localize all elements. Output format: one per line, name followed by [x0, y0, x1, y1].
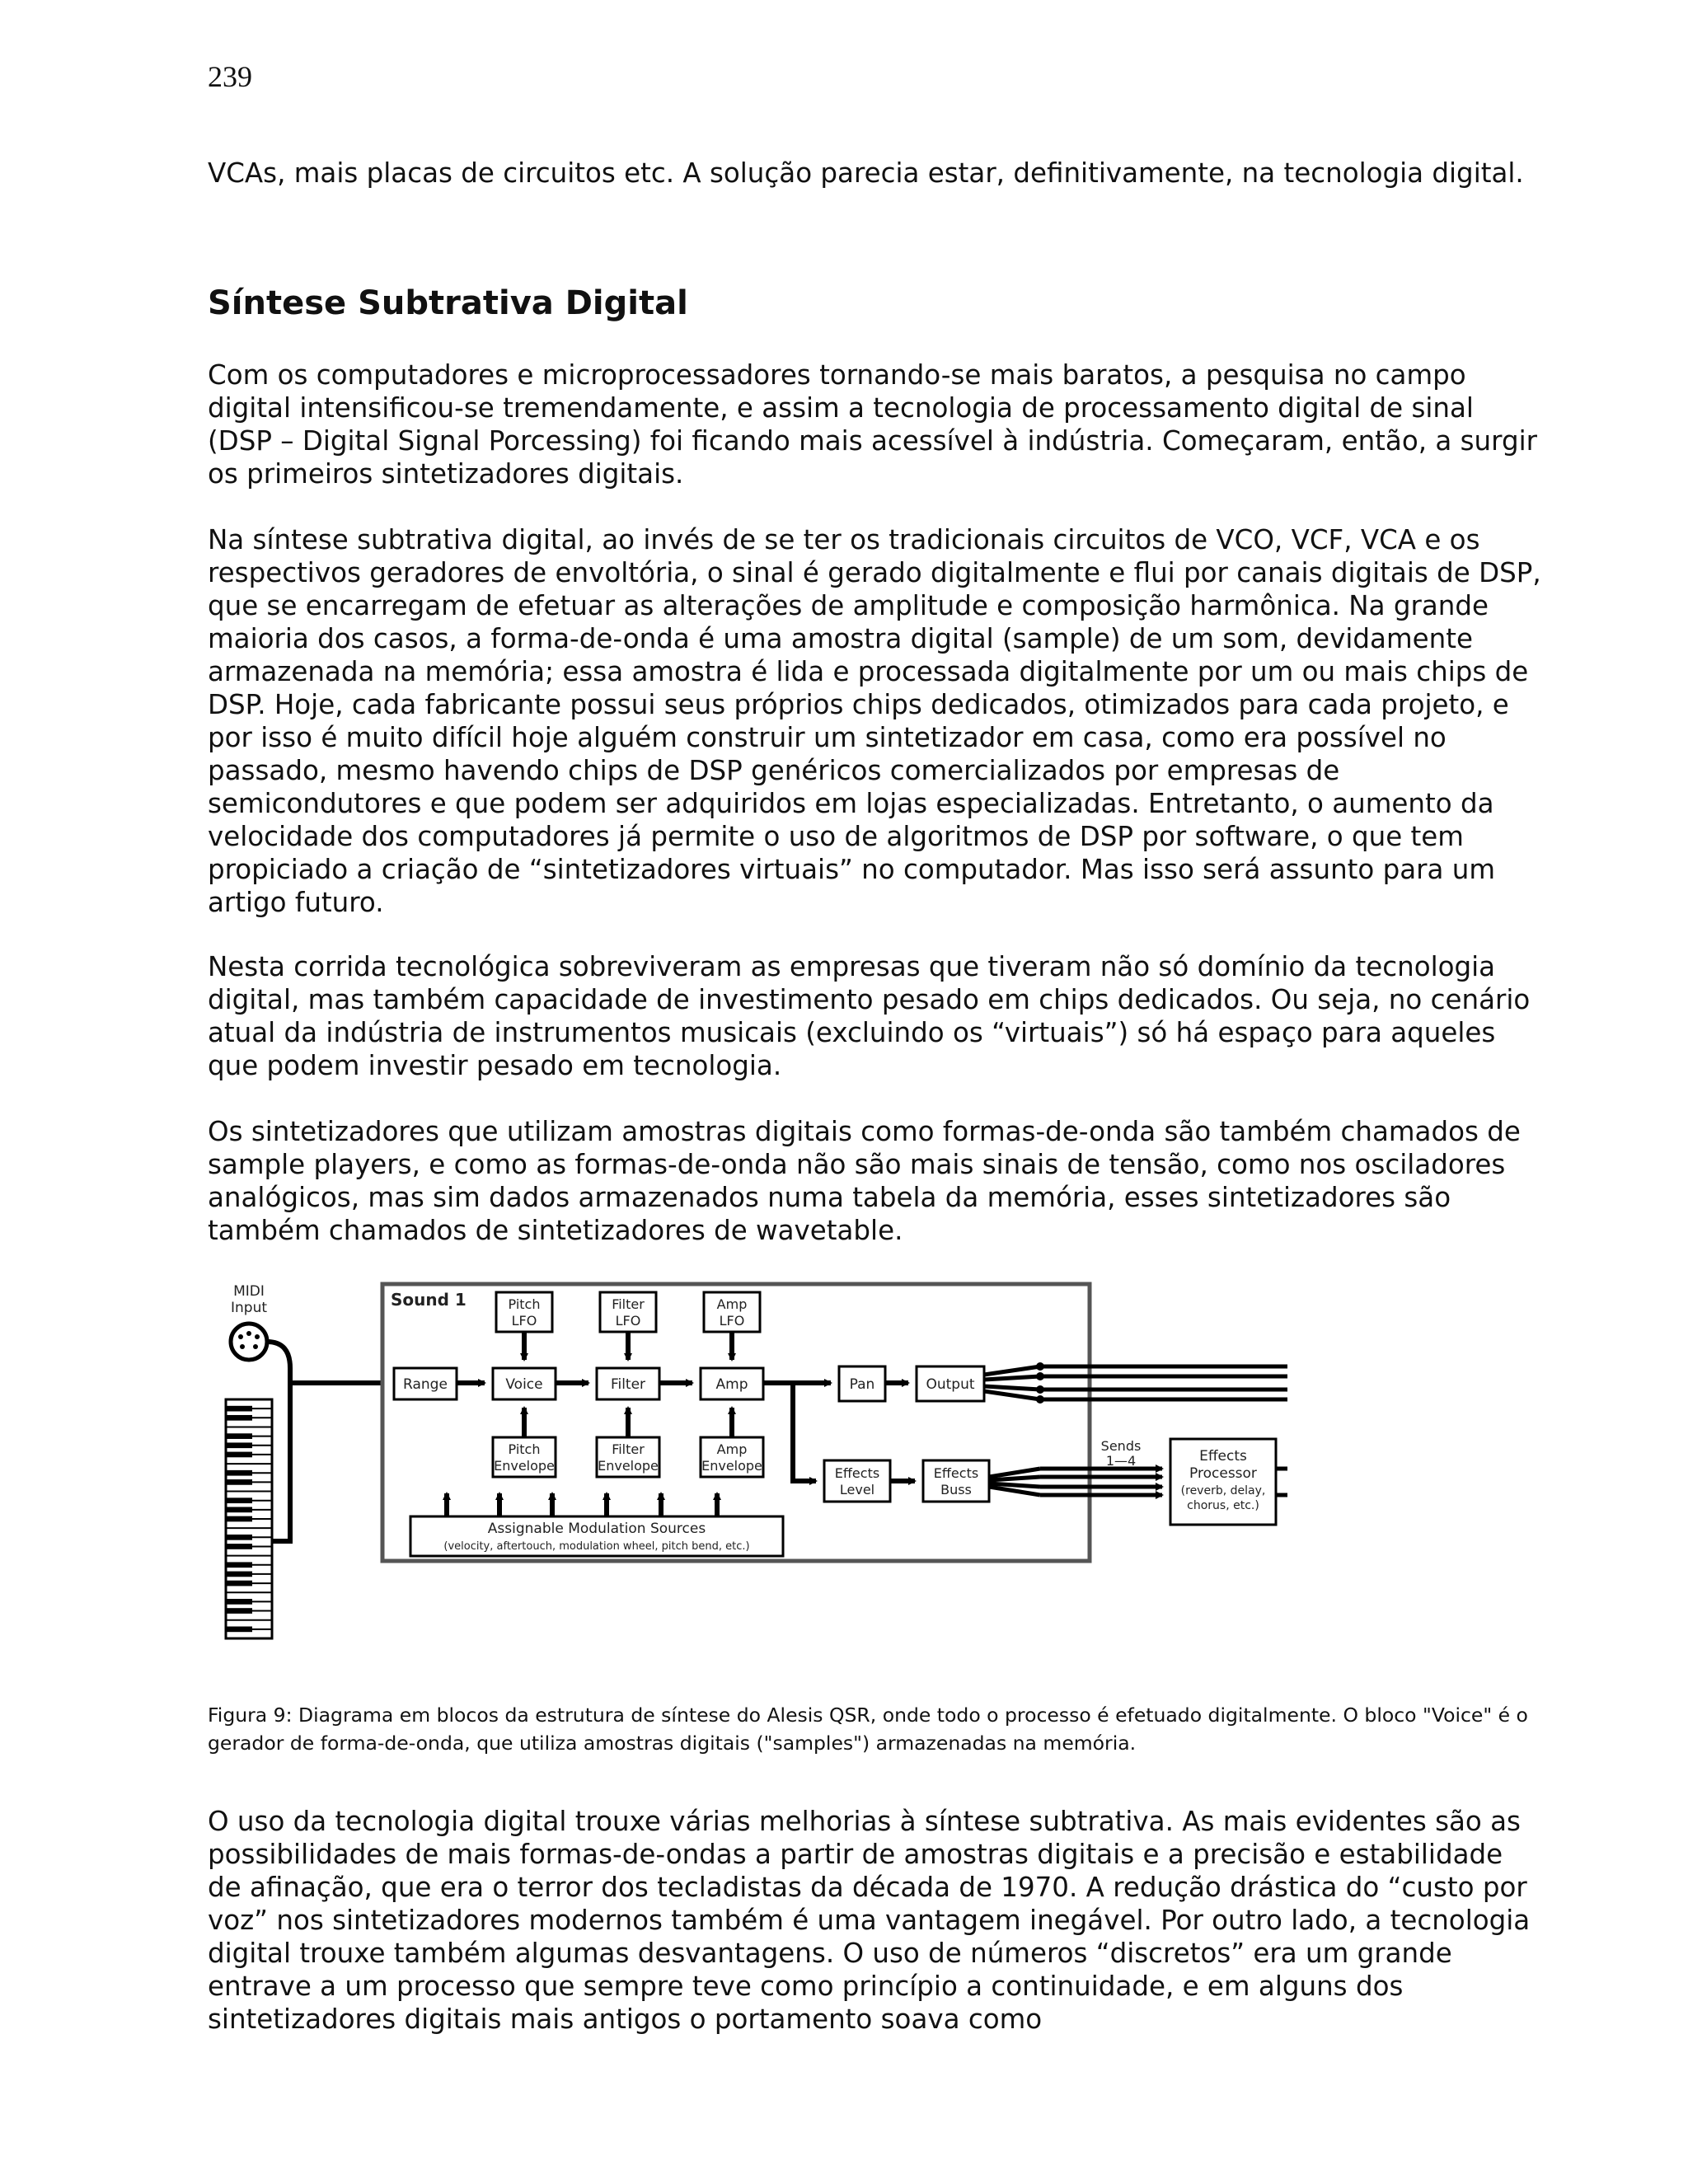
sends-label-line2: 1—4	[1105, 1453, 1137, 1469]
effects-level-line2: Level	[839, 1482, 875, 1497]
effects-processor-line4: chorus, etc.)	[1187, 1499, 1259, 1512]
amp-label: Amp	[715, 1376, 748, 1393]
voice-label: Voice	[505, 1376, 543, 1393]
output-label: Output	[926, 1376, 975, 1393]
pitch-envelope-line1: Pitch	[508, 1441, 541, 1457]
paragraph-1: Com os computadores e microprocessadores tornando-se mais baratos, a pesquisa no campo digital intensificou-se tremendamente, e assim a tecnologia de processamento digital de sinal (DSP – Digital Signal Porcessing) foi ficando mais acessível à indústria. Começaram, então, a surgir os primeiros sintetizadores digitais.	[208, 359, 1537, 490]
pan-label: Pan	[849, 1376, 875, 1393]
modulation-sources-line1: Assignable Modulation Sources	[487, 1521, 706, 1537]
pitch-envelope-line2: Envelope	[494, 1458, 555, 1474]
paragraph-2: Na síntese subtrativa digital, ao invés de se ter os tradicionais circuitos de VCO, VCF, VCA e os respectivos geradores de envoltória, o sinal é gerado digitalmente e flui por canais digitais de DSP, que se encarregam de efetuar as alterações de amplitude e composição harmônica. Na grande maioria dos casos, a forma-de-onda é uma amostra digital (sample) de um som, devidamente armazenada na memória; essa amostra é lida e processada digitalmente por um ou mais chips de DSP. Hoje, cada fabricante possui seus próprios chips dedicados, otimizados para cada projeto, e por isso é muito difícil hoje alguém construir um sintetizador em casa, como era possível no passado, mesmo havendo chips de DSP genéricos comercializados por empresas de semicondutores e que podem ser adquiridos em lojas especializadas. Entretanto, o aumento da velocidade dos computadores já permite o uso de algoritmos de DSP por software, o que tem propiciado a criação de “sintetizadores virtuais” no computador. Mas isso será assunto para um artigo futuro.	[208, 524, 1541, 918]
paragraph-final: O uso da tecnologia digital trouxe várias melhorias à síntese subtrativa. As mais evidentes são as possibilidades de mais formas-de-ondas a partir de amostras digitais e a precisão e estabilidade de afinação, que era o terror dos tecladistas da década de 1970. A redução drástica do “custo por voz” nos sintetizadores modernos também é uma vantagem inegável. Por outro lado, a tecnologia digital trouxe também algumas desvantagens. O uso de números “discretos” era um grande entrave a um processo que sempre teve como princípio a continuidade, e em alguns dos sintetizadores digitais mais antigos o portamento soava como	[208, 1806, 1531, 2035]
filter-envelope-line2: Envelope	[598, 1458, 659, 1474]
midi-label-line1: MIDI	[233, 1283, 265, 1300]
paragraph-intro: VCAs, mais placas de circuitos etc. A solução parecia estar, definitivamente, na tecnologia digital.	[208, 157, 1524, 189]
amp-lfo-line2: LFO	[719, 1313, 745, 1329]
midi-connector-icon	[231, 1324, 267, 1360]
sends-label-line1: Sends	[1100, 1438, 1142, 1454]
effects-processor-line1: Effects	[1199, 1448, 1247, 1465]
modulation-sources-line2: (velocity, aftertouch, modulation wheel, pitch bend, etc.)	[443, 1540, 750, 1553]
amp-envelope-line2: Envelope	[701, 1458, 762, 1474]
filter-lfo-line1: Filter	[612, 1296, 645, 1312]
effects-level-line1: Effects	[834, 1465, 880, 1481]
effects-buss-line1: Effects	[933, 1465, 979, 1481]
filter-label: Filter	[610, 1376, 646, 1393]
paragraph-3: Nesta corrida tecnológica sobreviveram as empresas que tiveram não só domínio da tecnologia digital, mas também capacidade de investimento pesado em chips dedicados. Ou seja, no cenário atual da indústria de instrumentos musicais (excluindo os “virtuais”) só há espaço para aqueles que podem investir pesado em tecnologia.	[208, 951, 1531, 1081]
amp-lfo-line1: Amp	[716, 1296, 748, 1312]
paragraph-4: Os sintetizadores que utilizam amostras digitais como formas-de-onda são também chamados de sample players, e como as formas-de-onda não são mais sinais de tensão, como nos osciladores analógicos, mas sim dados armazenados numa tabela da memória, esses sintetizadores são também chamados de sintetizadores de wavetable.	[208, 1116, 1521, 1246]
midi-label-line2: Input	[230, 1300, 268, 1316]
filter-envelope-line1: Filter	[612, 1441, 645, 1457]
filter-lfo-line2: LFO	[615, 1313, 641, 1329]
pitch-lfo-line2: LFO	[511, 1313, 537, 1329]
figure-caption: Figura 9: Diagrama em blocos da estrutura de síntese do Alesis QSR, onde todo o processo é efetuado digitalmente. O bloco "Voice" é o gerador de forma-de-onda, que utiliza amostras digitais ("samples") armazenadas na memória.	[208, 1704, 1528, 1755]
keyboard-icon	[226, 1399, 272, 1638]
effects-processor-line3: (reverb, delay,	[1180, 1484, 1266, 1497]
effects-buss-line2: Buss	[940, 1482, 972, 1497]
effects-processor-line2: Processor	[1189, 1465, 1257, 1482]
section-heading: Síntese Subtrativa Digital	[208, 284, 688, 322]
page-number: 239	[208, 60, 252, 93]
sound-1-label: Sound 1	[391, 1290, 467, 1310]
range-label: Range	[403, 1376, 448, 1393]
pitch-lfo-line1: Pitch	[508, 1296, 541, 1312]
synthesis-block-diagram	[216, 1277, 1304, 1657]
amp-envelope-line1: Amp	[716, 1441, 748, 1457]
